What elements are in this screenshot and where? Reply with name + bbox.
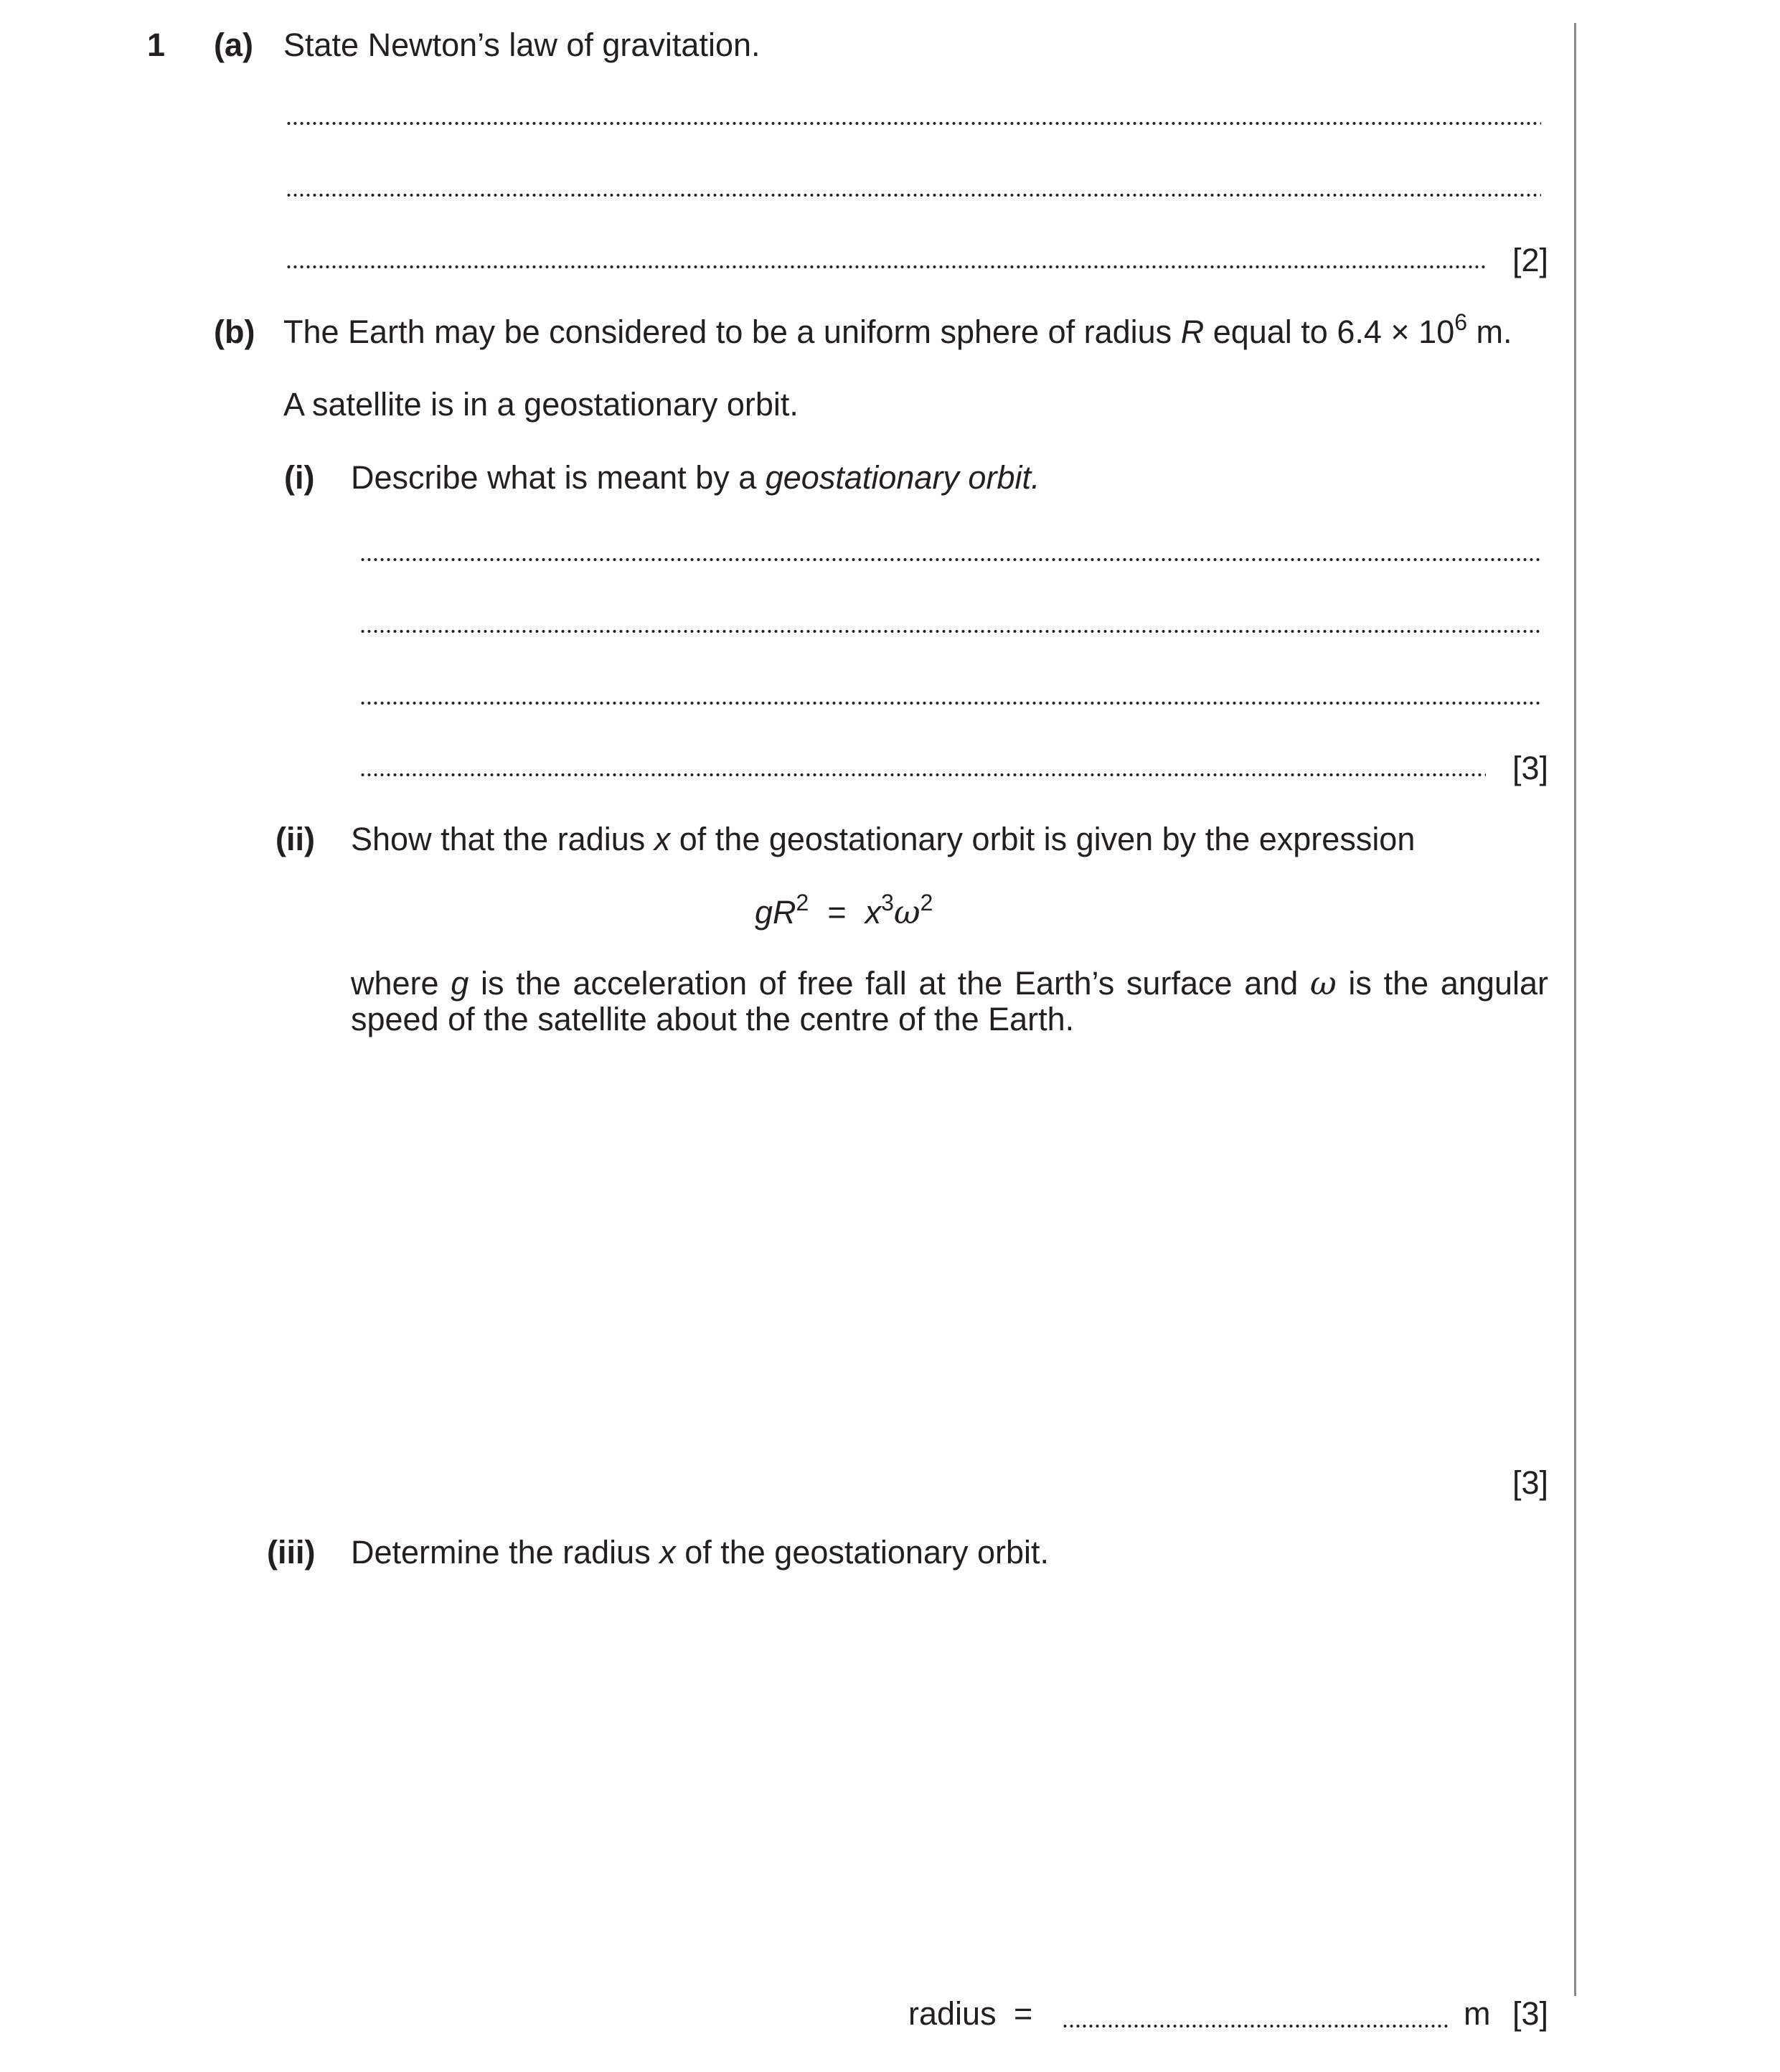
- part-a-label: (a): [214, 27, 253, 63]
- radius-answer-line[interactable]: [1062, 2025, 1449, 2028]
- part-b-i-marks: [3]: [1512, 750, 1548, 786]
- part-b-ii-question-text: Show that the radius x of the geostationary orbit is given by the expression: [351, 821, 1416, 857]
- part-b-ii-marks: [3]: [1512, 1464, 1548, 1501]
- part-b-i-label: (i): [284, 459, 315, 496]
- orbit-statement: A satellite is in a geostationary orbit.: [283, 386, 799, 423]
- symbol-x: x: [654, 821, 671, 857]
- answer-line-i2[interactable]: [359, 630, 1542, 633]
- part-b-iii-marks: [3]: [1512, 1995, 1548, 2032]
- margin-rule: [1574, 23, 1576, 1996]
- answer-line-a3[interactable]: [286, 265, 1485, 268]
- part-b-i-question-text: Describe what is meant by a geostationary orbit.: [351, 459, 1040, 496]
- symbol-x: x: [659, 1534, 676, 1571]
- radius-equals: =: [1014, 1995, 1033, 2032]
- equation: $gR^2 = x^3\omega^2$: [755, 890, 933, 931]
- part-b-iii-label: (iii): [267, 1534, 316, 1571]
- part-b-ii-definitions: where g is the acceleration of free fall at the Earth’s surface and ω is the angular speed of the satellite about the centre of the Earth.: [351, 964, 1548, 1037]
- answer-line-a2[interactable]: [286, 194, 1541, 197]
- part-b-iii-question-text: Determine the radius x of the geostationary orbit.: [351, 1534, 1050, 1571]
- answer-line-a1[interactable]: [286, 122, 1541, 125]
- answer-line-i1[interactable]: [359, 558, 1542, 561]
- part-b-ii-label: (ii): [276, 821, 315, 857]
- part-b-intro: The Earth may be considered to be a uniform sphere of radius R equal to $6.4 \times 10^6$ m.: [283, 309, 1512, 350]
- answer-line-i4[interactable]: [359, 773, 1486, 776]
- radius-answer-label: radius: [908, 1995, 997, 2032]
- exponent: 6: [1454, 309, 1468, 335]
- radius-unit: m: [1464, 1995, 1491, 2032]
- part-a-marks: [2]: [1512, 242, 1548, 278]
- part-b-label: (b): [214, 314, 255, 350]
- part-a-question-text: State Newton’s law of gravitation.: [283, 27, 760, 63]
- question-number: 1: [147, 27, 166, 63]
- symbol-R: R: [1180, 314, 1205, 350]
- answer-line-i3[interactable]: [359, 702, 1542, 705]
- geostationary-term: geostationary orbit.: [765, 459, 1040, 496]
